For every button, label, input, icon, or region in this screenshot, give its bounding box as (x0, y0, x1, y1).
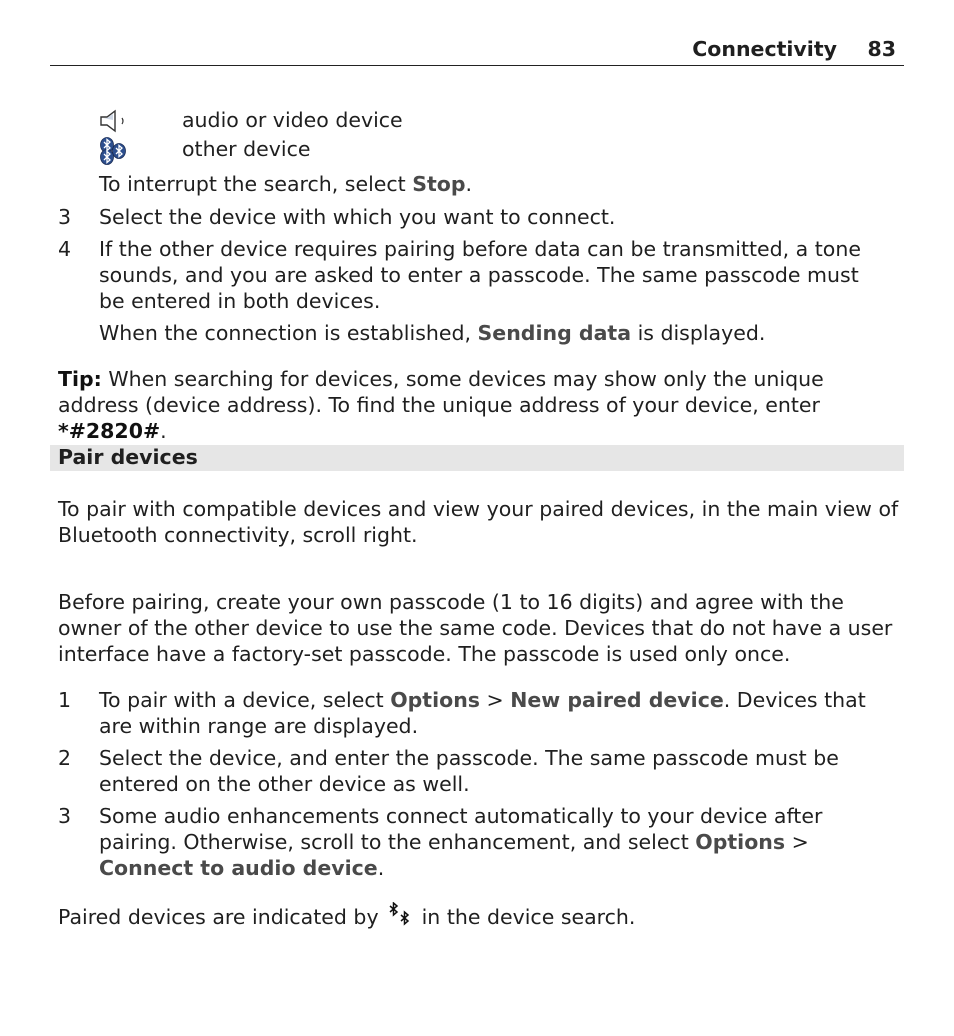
tip-label: Tip: (58, 367, 102, 391)
step-number: 2 (58, 746, 72, 770)
legend-label-other: other device (182, 137, 311, 161)
new-paired-device-command: New paired device (510, 688, 724, 712)
sending-data-label: Sending data (477, 321, 632, 345)
step-number: 3 (58, 804, 72, 828)
tip-paragraph: Tip: When searching for devices, some devices may show only the unique address (device address). To find the unique address of your device, enter *#2820#. (58, 367, 824, 443)
step-text: Some audio enhancements connect automatically to your device after pairing. Otherwise, scroll to the enhancement, and select Options > Connect to audio device. (99, 804, 823, 880)
address-code: *#2820# (58, 419, 161, 443)
section-heading-bar (50, 445, 904, 471)
connect-audio-command: Connect to audio device (99, 856, 378, 880)
speaker-icon (99, 108, 129, 134)
step-number: 3 (58, 205, 72, 229)
step-text: To pair with a device, select Options > New paired device. Devices that are within range are displayed. (99, 688, 866, 738)
stop-command: Stop (412, 172, 466, 196)
step-number: 4 (58, 237, 72, 261)
page-header (50, 32, 904, 66)
connected-text: When the connection is established, Sending data is displayed. (99, 321, 766, 345)
interrupt-text: To interrupt the search, select Stop. (99, 172, 473, 196)
chapter-title: Connectivity (692, 37, 837, 61)
passcode-paragraph: Before pairing, create your own passcode (1 to 16 digits) and agree with the owner of the other device to use the same code. Devices that do not have a user interface have a factory-set passcode. The passcode is used only once. (58, 590, 893, 666)
bluetooth-multi-icon (99, 137, 131, 165)
step-text: Select the device with which you want to connect. (99, 205, 616, 229)
section-title: Pair devices (58, 445, 198, 469)
bluetooth-paired-icon (387, 902, 413, 928)
options-command: Options (390, 688, 481, 712)
page-number: 83 (867, 37, 896, 61)
paired-paragraph: Paired devices are indicated by in the device search. (58, 902, 904, 930)
step-text: Select the device, and enter the passcode. The same passcode must be entered on the other device as well. (99, 746, 839, 796)
legend-label-audio: audio or video device (182, 108, 403, 132)
pair-intro-paragraph: To pair with compatible devices and view your paired devices, in the main view of Bluetooth connectivity, scroll right. (58, 497, 899, 547)
step-text: If the other device requires pairing before data can be transmitted, a tone sounds, and you are asked to enter a passcode. The same passcode must be entered in both devices. (99, 237, 861, 313)
step-number: 1 (58, 688, 72, 712)
options-command: Options (695, 830, 786, 854)
